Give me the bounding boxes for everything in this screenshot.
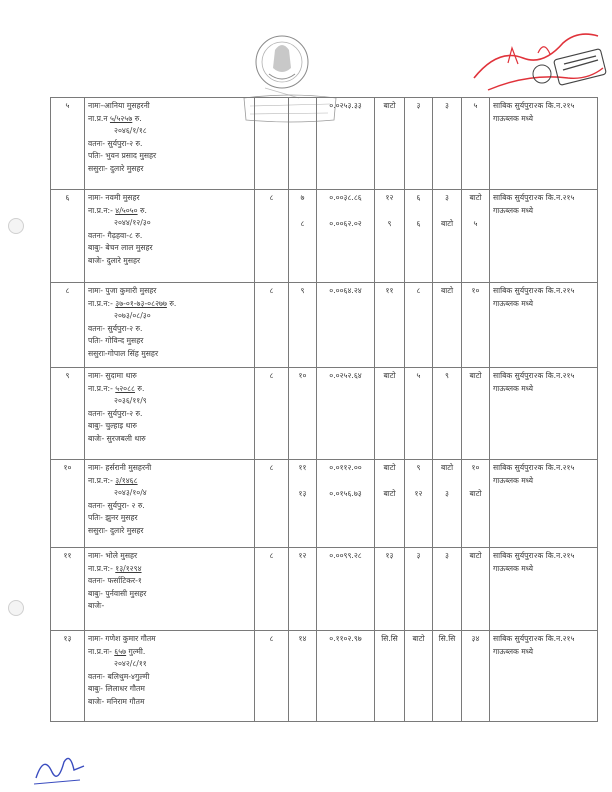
plot-c3-value: सि.सि — [438, 634, 456, 643]
plot-c3-value: बाटो — [440, 218, 454, 228]
plot-c1-value: ९ — [387, 218, 392, 228]
plot-c1-value: बाटो — [383, 101, 396, 110]
boundary-south — [462, 283, 490, 368]
boundary-east — [375, 283, 405, 368]
remarks: साबिक सुर्यपुरा२क कि.न.२१५ गाऊब्लक मध्ये — [490, 98, 598, 190]
plot-c2-value: ३ — [416, 551, 421, 560]
plot-kitta-value: ७ — [300, 193, 305, 202]
plot-c2-value: ६ — [416, 193, 421, 202]
boundary-east — [375, 548, 405, 631]
issue-date: २०७३/०८/३० — [114, 311, 151, 320]
table-row — [51, 190, 598, 283]
land-registry-table — [50, 97, 598, 722]
boundary-south — [462, 631, 490, 722]
plot-c4-value: १० — [471, 286, 480, 295]
plot-area-value: ०.०११२.०० — [329, 463, 362, 472]
plot-c2-value: ३ — [416, 101, 421, 110]
owner-details — [85, 548, 255, 631]
boundary-north — [433, 98, 462, 190]
plot-area — [317, 631, 375, 722]
plot-kitta-value: १२ — [298, 551, 307, 560]
remarks: साबिक सुर्यपुरा२क कि.न.२१५ गाऊब्लक मध्ये — [490, 190, 598, 283]
ward-number: ८ — [255, 548, 289, 631]
issue-date: २०४२/८/११ — [114, 659, 147, 668]
plot-c1-value: बाटो — [383, 463, 396, 472]
issue-date: २०४४/१२/३० — [114, 218, 151, 227]
citizenship-line: ना.प्र.न:- ३/१४६८ — [88, 475, 138, 485]
boundary-east — [375, 190, 405, 283]
plot-area — [317, 190, 375, 283]
boundary-south — [462, 548, 490, 631]
kitta-number — [289, 98, 317, 190]
relation-second: ससुराः-गोपाल सिंह मुसहर — [88, 348, 159, 358]
plot-kitta-value: १३ — [298, 488, 307, 498]
plot-c3-value: बाटो — [440, 463, 454, 472]
plot-area-value: ०.११०२.९७ — [329, 634, 362, 643]
boundary-north — [433, 368, 462, 460]
owner-name: नामः- गणेश कुमार गौतम — [88, 634, 156, 643]
boundary-north — [433, 548, 462, 631]
plot-area — [317, 368, 375, 460]
plot-kitta-value: ९ — [300, 286, 305, 295]
plot-c4-value: १० — [471, 463, 480, 472]
citizenship-line: ना.प्र.नः- ६५७ गुल्मी. — [88, 646, 146, 656]
plot-area-value: ०.००६२.०२ — [329, 218, 362, 228]
boundary-south — [462, 460, 490, 548]
plot-c2-value: १२ — [414, 488, 423, 498]
serial-number: १० — [51, 460, 85, 548]
plot-kitta-value: १० — [298, 371, 307, 380]
table-row — [51, 548, 598, 631]
boundary-west — [405, 190, 433, 283]
plot-c4-value: बाटो — [469, 488, 482, 498]
issue-date: २०४३/१०/४ — [114, 488, 147, 497]
citizenship-line: ना.प्र.न:- ३७-०१-७३-०८२७७ रु. — [88, 298, 177, 308]
remarks: साबिक सुर्यपुरा२क कि.न.२१५ गाऊब्लक मध्ये — [490, 460, 598, 548]
relation-first: पतिः- झुनर मुसहर — [88, 513, 138, 522]
serial-number: ११ — [51, 548, 85, 631]
boundary-east — [375, 368, 405, 460]
plot-area — [317, 548, 375, 631]
kitta-number — [289, 631, 317, 722]
plot-c1-value: १२ — [385, 193, 394, 202]
address: वतनः- गैढ़हवा-८ रु. — [88, 230, 143, 240]
boundary-south — [462, 368, 490, 460]
punch-hole-bottom — [8, 600, 24, 616]
address: वतनः- सुर्यपुरा-२ रु. — [88, 323, 143, 333]
red-signature-stamp — [468, 18, 608, 108]
relation-second: ससुराः- दुलारे मुसहर — [88, 163, 144, 173]
boundary-south — [462, 98, 490, 190]
plot-c1-value: बाटो — [383, 488, 396, 498]
plot-c2-value: ८ — [416, 286, 421, 295]
ward-number: ८ — [255, 190, 289, 283]
plot-c2-value: ५ — [416, 371, 421, 380]
plot-area — [317, 460, 375, 548]
boundary-north — [433, 190, 462, 283]
boundary-west — [405, 98, 433, 190]
bottom-signature — [30, 748, 90, 788]
citizenship-number: ३/१४६८ — [115, 475, 138, 485]
kitta-number — [289, 460, 317, 548]
serial-number: १३ — [51, 631, 85, 722]
boundary-east — [375, 460, 405, 548]
citizenship-line: ना.प्र.न:- ५२०८८ रु. — [88, 383, 145, 393]
owner-name: नामः- पुजा कुमारी मुसहर — [88, 286, 157, 295]
plot-c3-value: ३ — [445, 193, 449, 202]
boundary-east — [375, 631, 405, 722]
plot-area-value: ०.०१५६.७३ — [329, 488, 362, 498]
serial-number: ८ — [51, 283, 85, 368]
boundary-north — [433, 283, 462, 368]
address: वतनः- फर्साटिकर-१ — [88, 576, 142, 585]
plot-c3-value: ९ — [445, 371, 449, 380]
ward-number — [255, 98, 289, 190]
plot-c4-value: बाटो — [469, 551, 482, 560]
plot-c1-value: बाटो — [383, 371, 396, 380]
table-row — [51, 460, 598, 548]
plot-area-value: ०.००३८.८६ — [329, 193, 362, 202]
boundary-north — [433, 631, 462, 722]
kitta-number — [289, 548, 317, 631]
punch-hole-top — [8, 218, 24, 234]
relation-second: बाजेः- दुलारे मुसहर — [88, 255, 141, 265]
owner-details — [85, 283, 255, 368]
plot-kitta-value: ८ — [300, 218, 305, 228]
relation-second: ससुराः- दुलारे मुसहर — [88, 525, 144, 535]
address: वतनः- सुर्यपुरा-२ रु. — [88, 138, 143, 148]
citizenship-line: ना.प्र.न:- १३/१२९४ — [88, 563, 142, 573]
citizenship-number: ३७-०१-७३-०८२७७ — [115, 298, 167, 308]
relation-first: बाबुः- पुर्नवासी मुसहर — [88, 588, 147, 598]
relation-second: बाजेः- — [88, 601, 105, 610]
boundary-east — [375, 98, 405, 190]
plot-kitta-value: ११ — [298, 463, 307, 472]
boundary-south — [462, 190, 490, 283]
plot-kitta-value: १४ — [298, 634, 307, 643]
boundary-west — [405, 548, 433, 631]
kitta-number — [289, 190, 317, 283]
plot-c3-value: बाटो — [440, 286, 454, 295]
address: वतनः- बलिथुम-४गुल्मी — [88, 671, 150, 681]
owner-name: नामः- भोले मुसहर — [88, 551, 138, 560]
owner-name: नामः- सुदामा थारु — [88, 371, 137, 380]
owner-name: नामः–आनिया मुसहरनी — [88, 101, 150, 110]
plot-c2-value: ६ — [416, 218, 421, 228]
boundary-north — [433, 460, 462, 548]
table-row — [51, 368, 598, 460]
citizenship-line: ना.प्र.न:- ४/५०५० रु. — [88, 205, 147, 215]
plot-area-value: ०.००६४.२४ — [329, 286, 362, 295]
owner-details — [85, 98, 255, 190]
plot-area — [317, 98, 375, 190]
remarks: साबिक सुर्यपुरा२क कि.न.२१५ गाऊब्लक मध्ये — [490, 548, 598, 631]
relation-first: बाबुः- चुल्हाइ थारु — [88, 421, 137, 430]
boundary-west — [405, 368, 433, 460]
boundary-west — [405, 631, 433, 722]
address: वतनः- सुर्यपुरा- २ रु. — [88, 500, 145, 510]
issue-date: २०४६/१/१८ — [114, 126, 147, 135]
owner-details — [85, 460, 255, 548]
plot-c3-value: ३ — [445, 488, 449, 498]
citizenship-number: ४/५०५० — [115, 205, 138, 215]
relation-first: पतिः- भुवन प्रसाद मुसहर — [88, 151, 157, 160]
boundary-west — [405, 460, 433, 548]
plot-c2-value: ९ — [416, 463, 421, 472]
owner-details — [85, 631, 255, 722]
ward-number: ८ — [255, 283, 289, 368]
ward-number: ८ — [255, 368, 289, 460]
owner-details — [85, 368, 255, 460]
issue-date: २०३६/११/९ — [114, 396, 147, 405]
table-row — [51, 631, 598, 722]
ward-number: ८ — [255, 460, 289, 548]
plot-area-value: ०.००९९.२८ — [329, 551, 362, 560]
plot-area-value: ०.०२५३.३३ — [329, 101, 362, 110]
citizenship-number: १३/१२९४ — [115, 563, 142, 573]
table-row — [51, 283, 598, 368]
kitta-number — [289, 368, 317, 460]
owner-details — [85, 190, 255, 283]
plot-c1-value: सि.सि — [381, 634, 398, 643]
plot-c4-value: ५ — [473, 218, 478, 228]
plot-c4-value: ५ — [473, 101, 478, 110]
remarks: साबिक सुर्यपुरा२क कि.न.२१५ गाऊब्लक मध्ये — [490, 631, 598, 722]
plot-c3-value: ३ — [445, 101, 449, 110]
remarks: साबिक सुर्यपुरा२क कि.न.२१५ गाऊब्लक मध्ये — [490, 368, 598, 460]
serial-number: ६ — [51, 190, 85, 283]
address: वतनः- सुर्यपुरा-२ रु. — [88, 408, 143, 418]
citizenship-number: ५/५२५७ — [109, 113, 133, 123]
relation-first: बाबुः- बेचन लाल मुसहर — [88, 243, 153, 252]
relation-first: बाबुः- लिलाधर गौतम — [88, 684, 145, 693]
serial-number: ९ — [51, 368, 85, 460]
plot-c4-value: बाटो — [469, 193, 482, 202]
plot-c2-value: बाटो — [412, 634, 425, 643]
serial-number: ५ — [51, 98, 85, 190]
plot-c1-value: १३ — [385, 551, 394, 560]
relation-second: बाजेः- सुरजबली थारु — [88, 433, 146, 443]
plot-area — [317, 283, 375, 368]
plot-area-value: ०.०२५२.६४ — [329, 371, 362, 380]
citizenship-number: ६५७ — [114, 646, 127, 656]
plot-c4-value: बाटो — [469, 371, 482, 380]
relation-first: पतिः- गोविन्द मुसहर — [88, 336, 144, 345]
remarks: साबिक सुर्यपुरा२क कि.न.२१५ गाऊब्लक मध्ये — [490, 283, 598, 368]
citizenship-number: ५२०८८ — [115, 383, 136, 393]
relation-second: बाजेः- मनिराम गौतम — [88, 696, 145, 706]
table-row — [51, 98, 598, 190]
ward-number: ८ — [255, 631, 289, 722]
plot-c1-value: ११ — [385, 286, 394, 295]
citizenship-line: ना.प्र.न ५/५२५७ रु. — [88, 113, 142, 123]
kitta-number — [289, 283, 317, 368]
plot-c4-value: ३४ — [471, 634, 480, 643]
boundary-west — [405, 283, 433, 368]
owner-name: नामः- नवमी मुसहर — [88, 193, 140, 202]
owner-name: नामः- हर्सरानी मुसहरनी — [88, 463, 152, 472]
plot-c3-value: ३ — [445, 551, 449, 560]
